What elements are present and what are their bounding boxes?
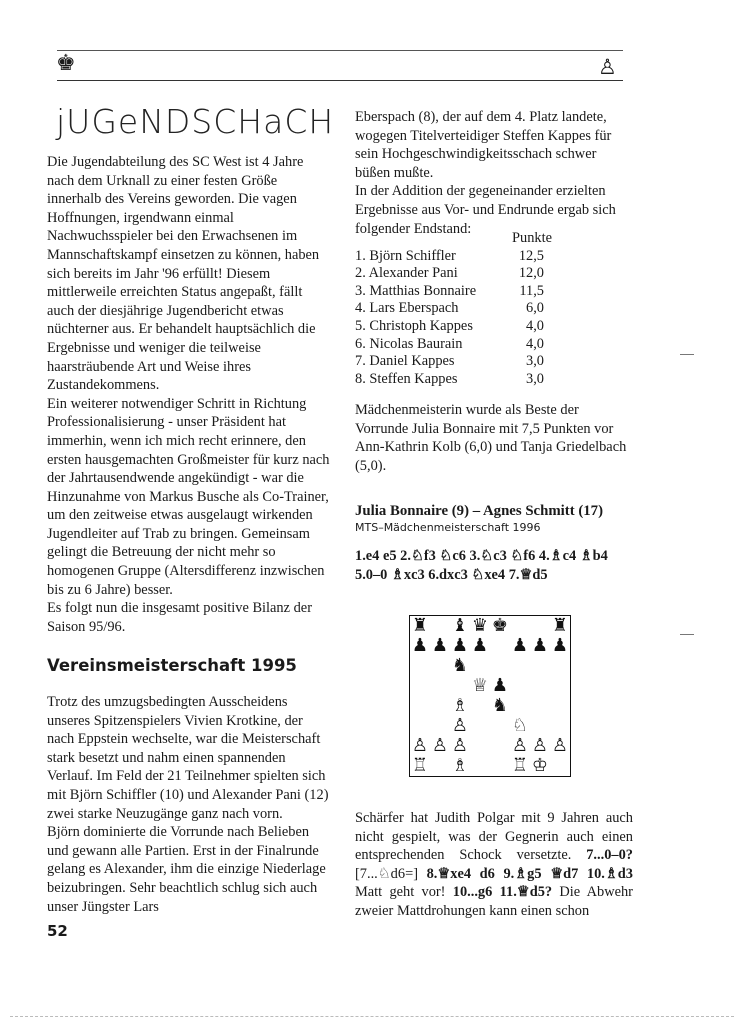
game-commentary	[355, 809, 633, 921]
player-name: 6. Nicolas Baurain	[355, 335, 463, 352]
chess-piece: ♙	[431, 735, 449, 756]
chess-piece: ♙	[531, 735, 549, 756]
moves-line: 5.0–0 ♗xc3 6.dxc3 ♘xe4 7.♕d5	[355, 566, 548, 583]
chess-piece: ♟	[531, 635, 549, 656]
margin-mark	[680, 354, 694, 355]
player-points: 12,5	[518, 247, 544, 264]
commentary-move: 8.♕xe4 d6 9.♗g5 ♕d7 10.♗d3	[426, 865, 633, 882]
standings-header-row	[355, 230, 595, 248]
chess-piece: ♟	[411, 635, 429, 656]
commentary-text: Schärfer hat Judith Polgar mit 9 Jahren auch nicht gespielt, was der Gegnerin auch einen entsprechenden Schock versetzte.	[355, 810, 633, 864]
standings-row	[355, 336, 595, 354]
page-number: 52	[47, 922, 68, 940]
girls-champion-paragraph: Mädchenmeisterin wurde als Beste der Vorrunde Julia Bonnaire mit 7,5 Punkten vor Ann-Kathrin Kolb (6,0) und Tanja Griedelbach (5,0).	[355, 402, 627, 474]
chess-piece: ♟	[551, 635, 569, 656]
player-name: 5. Christoph Kappes	[355, 317, 473, 334]
chess-piece: ♗	[451, 755, 469, 776]
chess-piece: ♙	[451, 715, 469, 736]
player-name: 3. Matthias Bonnaire	[355, 282, 477, 299]
header-rule-bottom	[57, 80, 623, 81]
player-points: 3,0	[526, 353, 544, 370]
chess-piece: ♟	[451, 635, 469, 656]
standings-row	[355, 300, 595, 318]
moves-line: 1.e4 e5 2.♘f3 ♘c6 3.♘c3 ♘f6 4.♗c4 ♗b4	[355, 548, 608, 564]
standings-header: Punkte	[512, 230, 552, 246]
chess-piece: ♟	[471, 635, 489, 656]
game-title: Julia Bonnaire (9) – Agnes Schmitt (17)	[355, 503, 603, 519]
continued-text	[355, 108, 633, 238]
article-title: jUGeNDSCHaCH	[56, 102, 335, 141]
standings-table	[355, 230, 595, 388]
right-paragraph: In der Addition der gegeneinander erzielten Ergebnisse aus Vor- und Endrunde ergab sich folgender Endstand:	[355, 183, 616, 237]
header-rule-top	[57, 50, 623, 51]
standings-row	[355, 283, 595, 301]
pawn-icon: ♙	[598, 55, 617, 79]
player-name: 2. Alexander Pani	[355, 265, 458, 282]
player-name: 4. Lars Eberspach	[355, 300, 459, 317]
chess-piece: ♞	[451, 655, 469, 676]
chess-piece: ♟	[431, 635, 449, 656]
player-points: 11,5	[519, 282, 544, 299]
intro-paragraph: Die Jugendabteilung des SC West ist 4 Jahre nach dem Urknall zu einer festen Größe innerhalb des Vereins geworden. Die vagen Hoffnungen, irgendwann einmal Nachwuchsspieler bei den Erwachsenen im Mannschaftskampf einsetzen zu können, haben sich bereits im Jahr '96 erfüllt! Diesem mittlerweile erreichten Status angepaßt, fällt auch der diesjährige Jugendbericht etwas nüchterner aus. Er behandelt hauptsächlich die Ergebnisse und weniger die teilweise haarsträubende Art und Weise ihres Zustandekommens.	[47, 154, 320, 394]
chess-piece: ♝	[451, 615, 469, 636]
player-name: 7. Daniel Kappes	[355, 353, 455, 370]
standings-row	[355, 318, 595, 336]
chess-piece: ♛	[471, 615, 489, 636]
commentary-text: Die Abwehr zweier Mattdrohungen kann einen schon	[355, 884, 633, 919]
chess-piece: ♙	[411, 735, 429, 756]
player-points: 4,0	[526, 335, 544, 352]
right-paragraph: Eberspach (8), der auf dem 4. Platz landete, wogegen Titelverteidiger Steffen Kappes für sein Hochgeschwindigkeitsschach schwer büßen mußte.	[355, 109, 612, 181]
intro-paragraph: Ein weiterer notwendiger Schritt in Richtung Professionalisierung - unser Präsident hat immerhin, wenn ich mich recht erinnere, den ersten hausgemachten Großmeister für kurz nach der Jahrtausendwende angekündigt - war die Hinzunahme von Markus Busche als Co-Trainer, um den zeitweise etwas ausgelaugt wirkenden Jugendleiter auf Trab zu bringen. Gemeinsam gelingt die Betreuung der nicht mehr so homogenen Gruppe (Altersdifferenz inzwischen bis zu 6 Jahre) besser.	[47, 395, 330, 598]
chess-piece: ♗	[451, 695, 469, 716]
player-points: 6,0	[526, 300, 544, 317]
chess-piece: ♙	[451, 735, 469, 756]
chess-piece: ♖	[511, 755, 529, 776]
chess-piece: ♔	[531, 755, 549, 776]
commentary-move: 7...0–0?	[586, 847, 633, 864]
chess-piece: ♜	[411, 615, 429, 636]
margin-mark	[680, 634, 694, 635]
chess-piece: ♚	[491, 615, 509, 636]
section-paragraph: Trotz des umzugsbedingten Ausscheidens unseres Spitzenspielers Vivien Krotkine, der nach Eppstein wechselte, war die Meisterschaft stark besetzt und nahm einen spannenden Verlauf. Im Feld der 21 Teilnehmer spielten sich mit Björn Schiffler (10) und Alexander Pani (12) zwei starke Neuzugänge ganz nach vorn.	[47, 694, 329, 822]
player-name: 1. Björn Schiffler	[355, 247, 456, 264]
commentary-text: Matt geht vor!	[355, 884, 453, 901]
standings-row	[355, 353, 595, 371]
game-moves	[355, 547, 645, 584]
footer-rule	[10, 1016, 734, 1017]
player-points: 4,0	[526, 317, 544, 334]
chess-piece: ♞	[491, 695, 509, 716]
chess-piece: ♟	[491, 675, 509, 696]
chess-piece: ♖	[411, 755, 429, 776]
standings-row	[355, 371, 595, 389]
chess-piece: ♟	[511, 635, 529, 656]
commentary-move: 10...g6 11.♕d5?	[452, 884, 553, 901]
game-event: MTS–Mädchenmeisterschaft 1996	[355, 521, 541, 534]
chess-piece: ♜	[551, 615, 569, 636]
standings-row	[355, 248, 595, 266]
chess-board	[409, 615, 571, 777]
section-text	[47, 693, 332, 916]
chess-piece: ♕	[471, 675, 489, 696]
section-paragraph: Björn dominierte die Vorrunde nach Belieben und gewann alle Partien. Erst in der Finalrunde gelang es Alexander, ihm die einzige Niederlage beizubringen. Sehr beachtlich schlug sich auch unser Jüngster Lars	[47, 824, 326, 915]
intro-paragraph: Es folgt nun die insgesamt positive Bilanz der Saison 95/96.	[47, 600, 312, 635]
intro-text	[47, 153, 332, 636]
king-icon: ♚	[56, 51, 76, 76]
chess-piece: ♙	[511, 735, 529, 756]
player-name: 8. Steffen Kappes	[355, 370, 458, 387]
player-points: 12,0	[518, 265, 544, 282]
commentary-text: [7...♘d6=]	[355, 865, 427, 882]
chess-piece: ♙	[551, 735, 569, 756]
chess-piece: ♘	[511, 715, 529, 736]
girls-champion-text	[355, 401, 633, 475]
section-heading: Vereinsmeisterschaft 1995	[47, 656, 297, 675]
standings-row	[355, 265, 595, 283]
player-points: 3,0	[526, 370, 544, 387]
